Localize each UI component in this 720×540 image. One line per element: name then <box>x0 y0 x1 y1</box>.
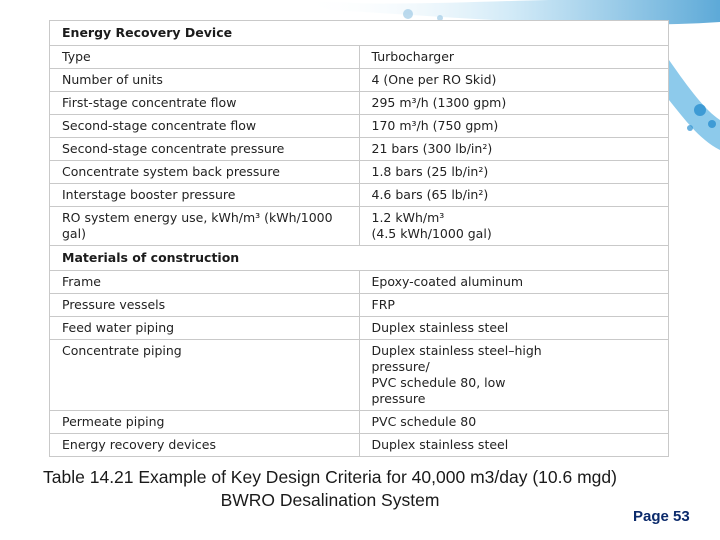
page-number: Page 53 <box>633 508 690 525</box>
table-row <box>50 161 669 184</box>
table-row <box>50 115 669 138</box>
row-label: Type <box>50 46 360 69</box>
row-label: Second-stage concentrate flow <box>50 115 360 138</box>
table-row <box>50 340 669 411</box>
row-value: PVC schedule 80 <box>359 411 669 434</box>
row-value: 4.6 bars (65 lb/in²) <box>359 184 669 207</box>
table-row <box>50 92 669 115</box>
row-value: Duplex stainless steel <box>359 317 669 340</box>
section-header-row <box>50 246 669 271</box>
criteria-table <box>49 20 669 457</box>
row-value <box>359 340 669 411</box>
row-value-line: pressure <box>371 391 426 406</box>
row-value: 21 bars (300 lb/in²) <box>359 138 669 161</box>
design-criteria-table <box>49 20 669 457</box>
row-value: Epoxy-coated aluminum <box>359 271 669 294</box>
row-value-line: (4.5 kWh/1000 gal) <box>371 226 492 241</box>
table-row <box>50 411 669 434</box>
section-header: Energy Recovery Device <box>50 21 669 46</box>
row-value: FRP <box>359 294 669 317</box>
row-value-line: PVC schedule 80, low <box>371 375 506 390</box>
row-value: 170 m³/h (750 gpm) <box>359 115 669 138</box>
table-row <box>50 138 669 161</box>
table-row <box>50 294 669 317</box>
row-value: Turbocharger <box>359 46 669 69</box>
table-row <box>50 271 669 294</box>
row-label: Concentrate system back pressure <box>50 161 360 184</box>
table-row <box>50 69 669 92</box>
row-label: First-stage concentrate flow <box>50 92 360 115</box>
section-header-row <box>50 21 669 46</box>
row-value-line: Duplex stainless steel–high <box>371 343 542 358</box>
row-label: Second-stage concentrate pressure <box>50 138 360 161</box>
table-row <box>50 207 669 246</box>
row-value-line: pressure/ <box>371 359 430 374</box>
row-value: 295 m³/h (1300 gpm) <box>359 92 669 115</box>
row-value: Duplex stainless steel <box>359 434 669 457</box>
row-label: Feed water piping <box>50 317 360 340</box>
row-label: Number of units <box>50 69 360 92</box>
row-value-line: 1.2 kWh/m³ <box>371 210 445 225</box>
row-label: Interstage booster pressure <box>50 184 360 207</box>
table-caption: Table 14.21 Example of Key Design Criteria for 40,000 m3/day (10.6 mgd) BWRO Desalination System <box>43 467 617 510</box>
row-label: Permeate piping <box>50 411 360 434</box>
table-row <box>50 46 669 69</box>
row-label: Concentrate piping <box>50 340 360 411</box>
row-label: RO system energy use, kWh/m³ (kWh/1000 gal) <box>50 207 360 246</box>
table-row <box>50 434 669 457</box>
row-label: Pressure vessels <box>50 294 360 317</box>
row-label: Energy recovery devices <box>50 434 360 457</box>
section-header: Materials of construction <box>50 246 669 271</box>
row-value <box>359 207 669 246</box>
row-value: 1.8 bars (25 lb/in²) <box>359 161 669 184</box>
table-row <box>50 184 669 207</box>
row-value: 4 (One per RO Skid) <box>359 69 669 92</box>
table-row <box>50 317 669 340</box>
row-label: Frame <box>50 271 360 294</box>
